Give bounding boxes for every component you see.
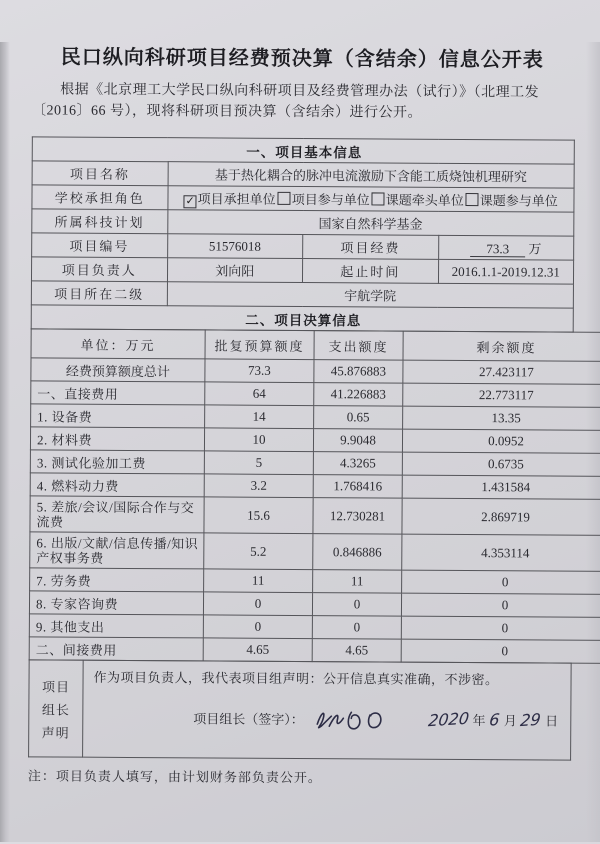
section-heading-budget-info: 二、项目决算信息 <box>31 305 573 332</box>
row-spent: 0.65 <box>314 406 403 430</box>
row-budget: 11 <box>204 569 313 593</box>
checkbox-unchecked-icon <box>372 192 385 205</box>
page-title: 民口纵向科研项目经费预决算（含结余）信息公开表 <box>60 46 544 72</box>
program-label: 所属科技计划 <box>32 209 168 234</box>
table-row <box>29 660 572 760</box>
row-budget: 4.65 <box>203 638 312 662</box>
row-spent: 0.846886 <box>313 534 402 571</box>
row-remaining: 4.353114 <box>402 534 600 571</box>
row-label: 9. 其他支出 <box>29 614 203 638</box>
checkbox-checked-icon: ✓ <box>185 193 195 207</box>
table-row <box>30 496 600 536</box>
table-row <box>31 281 573 308</box>
row-spent: 11 <box>313 570 402 594</box>
leader-label: 项目负责人 <box>31 257 167 282</box>
row-label: 二、间接费用 <box>29 637 203 661</box>
date-month-label: 月 <box>503 713 517 729</box>
row-budget: 0 <box>203 592 312 616</box>
row-budget: 0 <box>203 615 312 639</box>
row-budget: 15.6 <box>204 497 313 534</box>
row-remaining: 13.35 <box>403 406 600 430</box>
row-spent: 1.768416 <box>313 475 402 499</box>
role-option-participating-unit <box>278 191 370 207</box>
column-header-remaining: 剩余额度 <box>403 331 600 361</box>
project-number-value: 51576018 <box>167 234 303 259</box>
checkbox-unchecked-icon <box>278 191 291 204</box>
date-day-handwriting: 29 <box>519 709 543 731</box>
role-option-topic-lead-unit <box>372 192 464 208</box>
row-label: 经费预算额度总计 <box>31 358 205 382</box>
table-row <box>32 185 574 212</box>
funding-value-cell <box>438 235 574 260</box>
row-budget: 73.3 <box>205 359 314 383</box>
row-budget: 64 <box>205 382 314 406</box>
basic-info-table <box>31 136 575 332</box>
row-spent: 12.730281 <box>313 498 402 535</box>
column-header-unit: 单位：万元 <box>31 329 205 359</box>
declaration-table <box>28 659 572 760</box>
declaration-statement: 作为项目负责人，我代表项目组声明：公开信息真实准确，不涉密。 <box>93 669 499 688</box>
row-label: 一、直接费用 <box>31 381 205 405</box>
row-spent: 45.876883 <box>314 360 403 384</box>
school-role-label: 学校承担角色 <box>32 185 168 210</box>
row-budget: 3.2 <box>204 474 313 498</box>
duration-value: 2016.1.1-2019.12.31 <box>438 259 574 284</box>
row-label: 7. 劳务费 <box>30 568 204 592</box>
role-option-label: 课题参与单位 <box>479 192 558 209</box>
row-label: 1. 设备费 <box>31 404 205 428</box>
declaration-label-line: 项目 <box>41 678 71 695</box>
table-row <box>32 161 574 188</box>
project-name-label: 项目名称 <box>32 161 168 186</box>
row-remaining: 0 <box>402 570 600 594</box>
column-header-approved-budget: 批复预算额度 <box>205 330 314 360</box>
signature-handwriting <box>310 705 396 738</box>
leader-value: 刘向阳 <box>167 258 303 283</box>
footnote: 注：项目负责人填写，由计划财务部负责公开。 <box>27 768 323 786</box>
row-spent: 9.9048 <box>313 429 402 453</box>
date-year-label: 年 <box>472 713 486 729</box>
row-label: 8. 专家咨询费 <box>29 591 203 615</box>
row-remaining: 0.6735 <box>402 452 600 476</box>
row-label: 2. 材料费 <box>30 427 204 451</box>
declaration-label <box>29 660 84 757</box>
funding-amount: 73.3 <box>470 241 525 257</box>
role-option-label: 项目承担单位 <box>197 190 276 207</box>
row-remaining: 0.0952 <box>402 429 600 453</box>
role-option-topic-participating-unit <box>466 193 558 209</box>
row-budget: 10 <box>204 428 313 452</box>
row-remaining: 27.423117 <box>403 360 600 384</box>
signature-line <box>93 704 562 739</box>
duration-label: 起止时间 <box>302 259 438 284</box>
row-budget: 5.2 <box>204 533 313 570</box>
row-budget: 14 <box>205 405 314 429</box>
department-value: 宇航学院 <box>167 282 574 308</box>
role-option-undertaking-unit <box>184 191 276 207</box>
row-remaining: 2.869719 <box>402 498 600 535</box>
row-remaining: 0 <box>401 639 600 663</box>
row-spent: 4.3265 <box>313 452 402 476</box>
row-remaining: 0 <box>401 593 600 617</box>
department-label: 项目所在二级 <box>31 281 167 306</box>
budget-header-row <box>31 329 600 362</box>
row-spent: 4.65 <box>312 639 401 663</box>
table-row <box>31 257 573 284</box>
role-option-label: 课题牵头单位 <box>385 192 464 208</box>
date-year-handwriting: 2020 <box>426 708 470 731</box>
row-remaining: 22.773117 <box>403 383 600 407</box>
signature-prompt: 项目组长（签字）： <box>193 711 304 728</box>
date-day-label: 日 <box>545 713 559 729</box>
row-label: 5. 差旅/会议/国际合作与交流费 <box>30 496 204 533</box>
row-spent: 0 <box>312 616 401 640</box>
date-month-handwriting: 6 <box>488 709 501 730</box>
project-number-label: 项目编号 <box>32 233 168 258</box>
row-budget: 5 <box>204 451 313 475</box>
column-header-spent: 支出额度 <box>314 331 403 361</box>
row-remaining: 1.431584 <box>402 475 600 499</box>
funding-label: 项目经费 <box>303 235 439 260</box>
table-row <box>32 209 574 236</box>
row-spent: 0 <box>312 593 401 617</box>
project-name-value: 基于热化耦合的脉冲电流激励下含能工质烧蚀机理研究 <box>168 162 575 188</box>
row-remaining: 0 <box>401 616 600 640</box>
declaration-label-line: 组长 <box>41 701 70 718</box>
school-role-options <box>167 186 574 212</box>
section-row-basic-info <box>32 137 574 164</box>
checkbox-unchecked-icon <box>466 193 479 206</box>
role-option-label: 项目参与单位 <box>291 191 370 207</box>
document-page <box>0 40 600 844</box>
section-heading-basic-info: 一、项目基本信息 <box>32 137 574 164</box>
declaration-body <box>83 660 572 760</box>
row-label: 3. 测试化验加工费 <box>30 450 204 474</box>
signature-scribble-icon <box>310 705 396 734</box>
row-label: 4. 燃料动力费 <box>30 473 204 497</box>
row-spent: 41.226883 <box>314 383 403 407</box>
program-value: 国家自然科学基金 <box>167 210 574 236</box>
row-label: 6. 出版/文献/信息传播/知识产权事务费 <box>30 532 204 569</box>
table-row <box>30 532 600 572</box>
budget-table <box>29 328 600 664</box>
declaration-label-line: 声明 <box>41 724 70 741</box>
funding-unit: 万 <box>528 241 542 257</box>
intro-paragraph: 根据《北京理工大学民口纵向科研项目及经费管理办法（试行）》（北理工发〔2016〕66 号），现将科研项目预决算（含结余）进行公开。 <box>31 82 540 121</box>
table-row <box>32 233 574 260</box>
